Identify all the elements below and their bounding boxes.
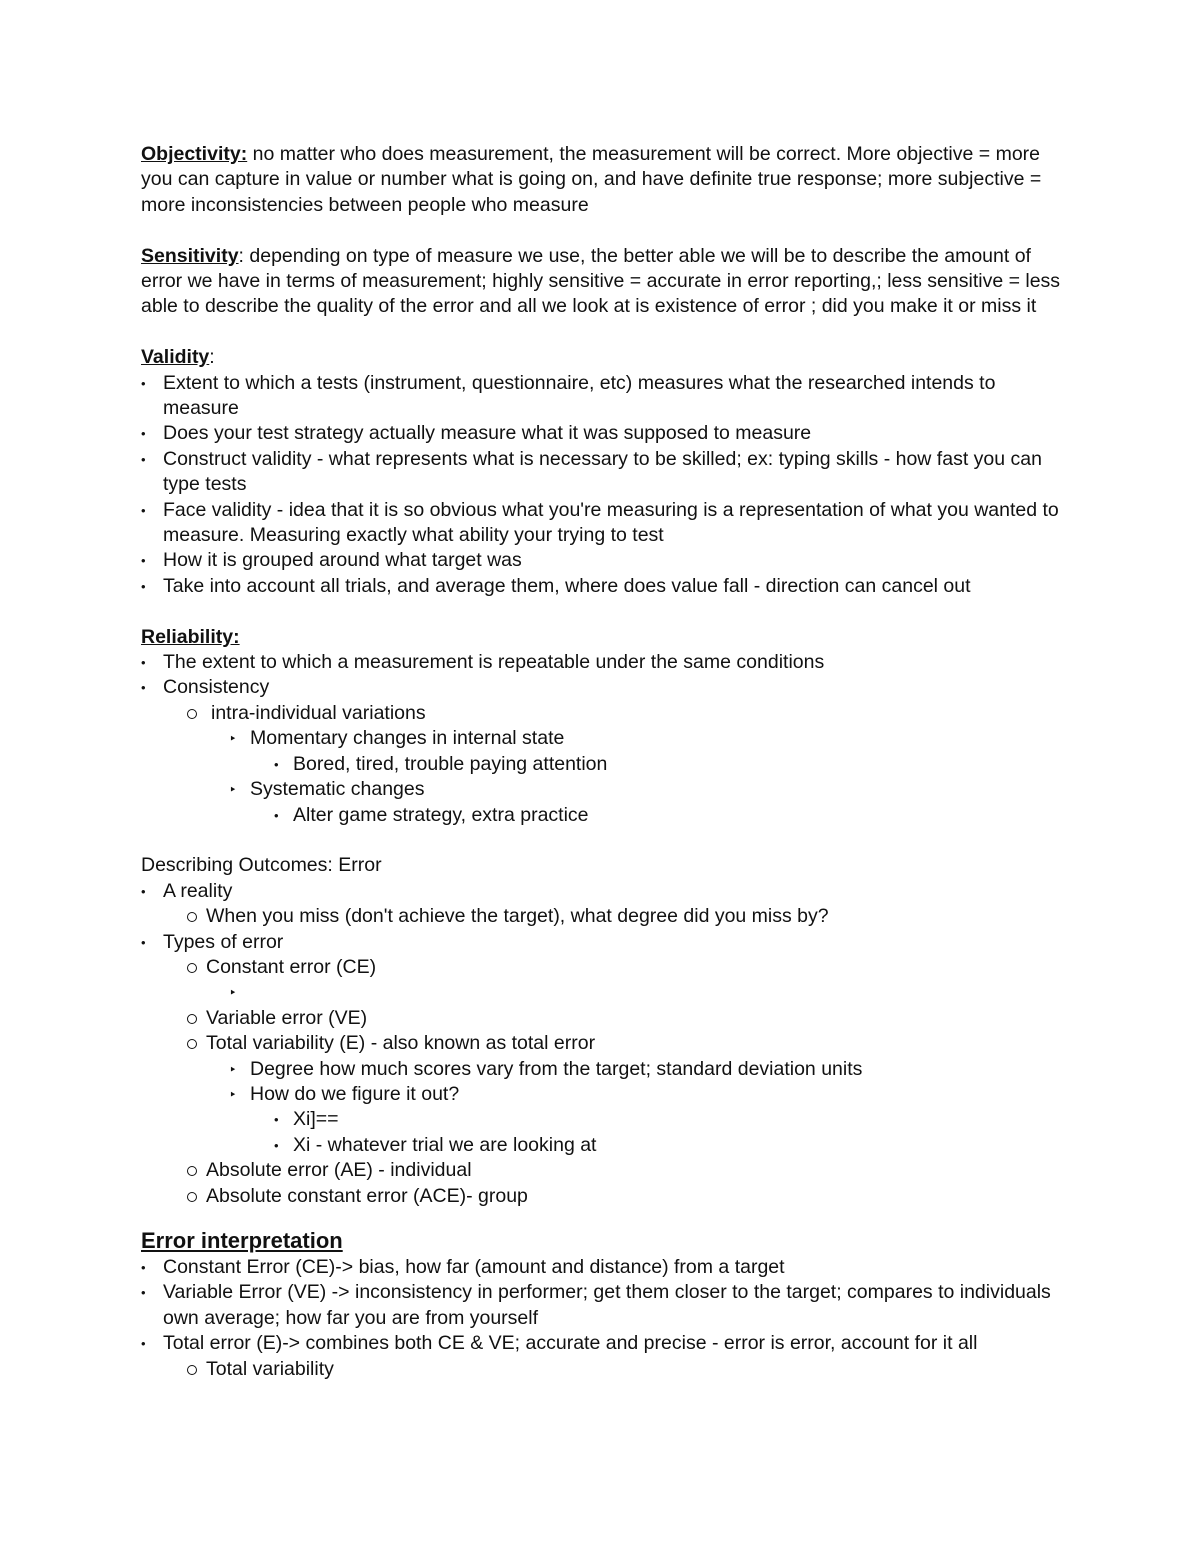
list-item: • Constant Error (CE)-> bias, how far (amount and distance) from a target — [141, 1255, 1061, 1280]
spacer — [141, 828, 1061, 853]
spacer — [141, 218, 1061, 243]
list-item: • Xi - whatever trial we are looking at — [141, 1133, 1061, 1158]
list-item: • The extent to which a measurement is repeatable under the same conditions — [141, 650, 1061, 675]
list-item: • Bored, tired, trouble paying attention — [141, 752, 1061, 777]
list-item: • How it is grouped around what target was — [141, 548, 1061, 573]
validity-heading — [141, 345, 1061, 370]
list-item: • Xi]== — [141, 1107, 1061, 1132]
reliability-heading — [141, 625, 1061, 650]
spacer — [141, 599, 1061, 624]
list-item: • Extent to which a tests (instrument, questionnaire, etc) measures what the researched intends to measure — [141, 371, 1061, 422]
error-interpretation-heading: Error interpretation — [141, 1228, 343, 1253]
objectivity-text: no matter who does measurement, the measurement will be correct. More objective = more you can capture in value or number what is going on, and have definite true response; more subjective = more inconsistencies between people who measure — [141, 143, 1042, 216]
list-item: Absolute constant error (ACE)- group — [141, 1184, 1061, 1209]
list-item: ‣ How do we figure it out? — [141, 1082, 1061, 1107]
list-item: • A reality — [141, 879, 1061, 904]
list-item: • Variable Error (VE) -> inconsistency in performer; get them closer to the target; compares to individuals own average; how far you are from yourself — [141, 1280, 1061, 1331]
list-item: • Types of error — [141, 930, 1061, 955]
document-body — [141, 142, 1061, 1382]
validity-list — [141, 371, 1061, 600]
reliability-list — [141, 650, 1061, 828]
list-item: Total variability (E) - also known as total error — [141, 1031, 1061, 1056]
list-item: • Does your test strategy actually measure what it was supposed to measure — [141, 421, 1061, 446]
spacer — [141, 320, 1061, 345]
list-item: ‣ Systematic changes — [141, 777, 1061, 802]
list-item: intra-individual variations — [141, 701, 1061, 726]
list-item: • Construct validity - what represents what is necessary to be skilled; ex: typing skills - how fast you can type tests — [141, 447, 1061, 498]
sensitivity-term: Sensitivity — [141, 244, 239, 267]
list-item: • Alter game strategy, extra practice — [141, 803, 1061, 828]
list-item: • Take into account all trials, and average them, where does value fall - direction can cancel out — [141, 574, 1061, 599]
outcomes-heading: Describing Outcomes: Error — [141, 854, 382, 877]
reliability-term: Reliability: — [141, 625, 240, 648]
outcomes-list — [141, 879, 1061, 1209]
objectivity-paragraph — [141, 142, 1061, 218]
list-item: • Consistency — [141, 675, 1061, 700]
list-item: ‣ Momentary changes in internal state — [141, 726, 1061, 751]
list-item: • Total error (E)-> combines both CE & VE; accurate and precise - error is error, account for it all — [141, 1331, 1061, 1356]
list-item: Total variability — [141, 1357, 1061, 1382]
list-item: • Face validity - idea that it is so obvious what you're measuring is a representation of what you wanted to measure. Measuring exactly what ability your trying to test — [141, 498, 1061, 549]
list-item: When you miss (don't achieve the target), what degree did you miss by? — [141, 904, 1061, 929]
empty-list-item — [141, 980, 1061, 1005]
list-item: Absolute error (AE) - individual — [141, 1158, 1061, 1183]
objectivity-term: Objectivity: — [141, 143, 248, 165]
spacer — [141, 1209, 1061, 1225]
validity-term: Validity — [141, 346, 210, 369]
sensitivity-paragraph — [141, 244, 1061, 320]
list-item: ‣ Degree how much scores vary from the target; standard deviation units — [141, 1057, 1061, 1082]
interpretation-list — [141, 1255, 1061, 1382]
validity-colon: : — [209, 346, 215, 369]
list-item: Constant error (CE) — [141, 955, 1061, 980]
sensitivity-text: : depending on type of measure we use, the better able we will be to describe the amount of error we have in terms of measurement; highly sensitive = accurate in error reporting,; less sensitive = less able to describe the quality of the error and all we look at is existence of error ; did you make it or miss it — [141, 244, 1061, 318]
list-item: Variable error (VE) — [141, 1006, 1061, 1031]
